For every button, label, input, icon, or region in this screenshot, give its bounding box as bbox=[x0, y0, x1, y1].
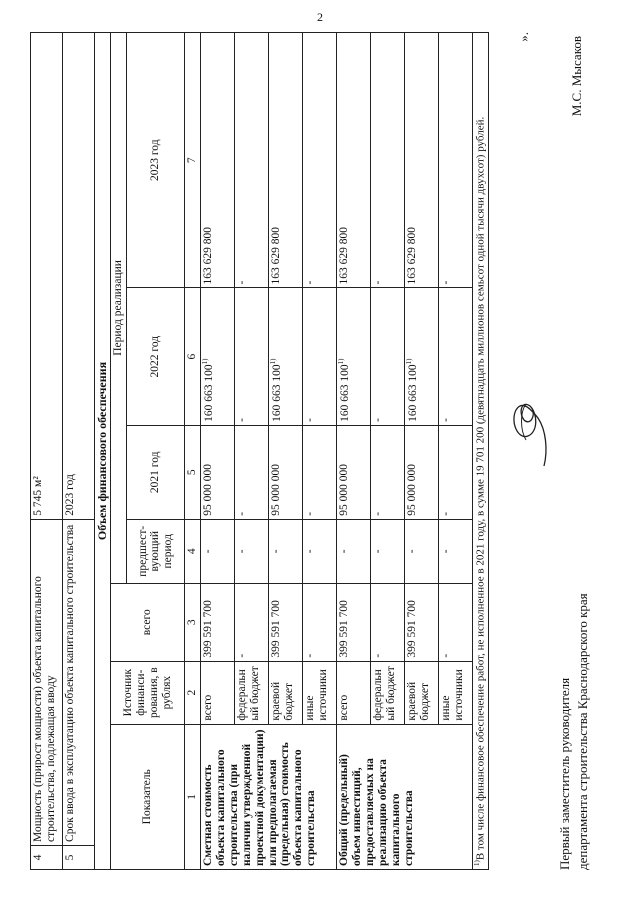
indicator-name: Общий (предельный) объем инвестиций, предоставляемых на реализацию объекта капитального строительства bbox=[337, 724, 473, 869]
value-2022 bbox=[405, 288, 439, 425]
previous-value: - bbox=[405, 519, 439, 583]
value-2022 bbox=[303, 288, 337, 425]
value-2023: 163 629 800 bbox=[337, 33, 371, 288]
total-value: - bbox=[371, 583, 405, 661]
value-2023: - bbox=[235, 33, 269, 288]
signature-block bbox=[553, 32, 605, 870]
data-row bbox=[201, 33, 235, 870]
info-row bbox=[31, 33, 63, 870]
signer-title-line1: Первый заместитель руководителя bbox=[557, 677, 572, 870]
column-number-row bbox=[185, 33, 201, 870]
column-number: 1 bbox=[185, 724, 201, 869]
row-number: 4 bbox=[31, 845, 63, 869]
value-2022-text: 160 663 100 bbox=[407, 364, 420, 422]
value-2022 bbox=[235, 288, 269, 425]
value-2022-text: - bbox=[236, 417, 249, 422]
value-2022 bbox=[439, 288, 473, 425]
header-row-1 bbox=[111, 33, 127, 870]
total-value: 399 591 700 bbox=[337, 583, 371, 661]
previous-value: - bbox=[371, 519, 405, 583]
source-name: федеральный бюджет bbox=[371, 661, 405, 724]
previous-value: - bbox=[235, 519, 269, 583]
total-value: - bbox=[235, 583, 269, 661]
section-title: Объем финансового обеспечения bbox=[95, 33, 111, 870]
source-name: иные источники bbox=[439, 661, 473, 724]
column-number: 2 bbox=[185, 661, 201, 724]
value-2021: 95 000 000 bbox=[405, 425, 439, 519]
total-value: 399 591 700 bbox=[269, 583, 303, 661]
total-value: - bbox=[303, 583, 337, 661]
handwritten-signature bbox=[508, 390, 554, 470]
previous-value: - bbox=[439, 519, 473, 583]
page-number: 2 bbox=[317, 10, 323, 24]
source-name: краевой бюджет bbox=[405, 661, 439, 724]
footnote-ref: 1) bbox=[269, 358, 278, 365]
value-2022-text: - bbox=[304, 417, 317, 422]
info-row bbox=[63, 33, 95, 870]
footnote-ref: 1) bbox=[201, 358, 210, 365]
value-2022-text: - bbox=[372, 417, 385, 422]
value-2023: - bbox=[439, 33, 473, 288]
footnote-row bbox=[473, 33, 489, 870]
header-2022: 2022 год bbox=[127, 288, 185, 425]
closing-quote-mark: ». bbox=[516, 32, 531, 42]
column-number: 7 bbox=[185, 33, 201, 288]
investment-table bbox=[30, 32, 489, 870]
footnote bbox=[473, 33, 489, 870]
source-name: всего bbox=[201, 661, 235, 724]
header-total: всего bbox=[111, 583, 185, 661]
total-value: 399 591 700 bbox=[405, 583, 439, 661]
value-2023: - bbox=[303, 33, 337, 288]
value-2022 bbox=[337, 288, 371, 425]
header-2021: 2021 год bbox=[127, 425, 185, 519]
section-title-row bbox=[95, 33, 111, 870]
previous-value: - bbox=[269, 519, 303, 583]
previous-value: - bbox=[337, 519, 371, 583]
row-label: Срок ввода в эксплуатацию объекта капитального строительства bbox=[63, 519, 95, 845]
value-2023: - bbox=[371, 33, 405, 288]
signer-title-line2: департамента строительства Краснодарского края bbox=[575, 593, 590, 870]
footnote-mark: 1) bbox=[473, 860, 482, 866]
rotated-page-content bbox=[30, 32, 605, 870]
value-2021: - bbox=[235, 425, 269, 519]
footnote-text: В том числе финансовое обеспечение работ, не исполненное в 2021 году, в сумме 19 701 200 (девятнадцать миллионов семьсот одной тысячи двухсот) рублей. bbox=[474, 116, 487, 861]
table-wrapper bbox=[30, 32, 489, 870]
column-number: 4 bbox=[185, 519, 201, 583]
value-2022 bbox=[371, 288, 405, 425]
header-source: Источник финанси-рования, в рублях bbox=[111, 661, 185, 724]
row-number: 5 bbox=[63, 845, 95, 869]
value-2021: 95 000 000 bbox=[337, 425, 371, 519]
signer-name: М.С. Мысаков bbox=[569, 36, 584, 117]
column-number: 5 bbox=[185, 425, 201, 519]
source-name: федеральный бюджет bbox=[235, 661, 269, 724]
source-name: краевой бюджет bbox=[269, 661, 303, 724]
value-2023: 163 629 800 bbox=[201, 33, 235, 288]
column-number: 3 bbox=[185, 583, 201, 661]
row-value: 5 745 м² bbox=[31, 33, 63, 520]
source-name: иные источники bbox=[303, 661, 337, 724]
total-value: - bbox=[439, 583, 473, 661]
value-2021: 95 000 000 bbox=[201, 425, 235, 519]
source-name: всего bbox=[337, 661, 371, 724]
value-2023: 163 629 800 bbox=[269, 33, 303, 288]
value-2021: - bbox=[371, 425, 405, 519]
header-previous: предшест-вующий период bbox=[127, 519, 185, 583]
column-number: 6 bbox=[185, 288, 201, 425]
value-2022-text: - bbox=[440, 417, 453, 422]
footnote-ref: 1) bbox=[337, 358, 346, 365]
previous-value: - bbox=[303, 519, 337, 583]
indicator-name: Сметная стоимость объекта капитального строительства (при наличии утвержденной проектной документации) или предполагаемая (предельная) стоимость объекта капитального строительства bbox=[201, 724, 337, 869]
value-2021: - bbox=[439, 425, 473, 519]
value-2022-text: 160 663 100 bbox=[203, 364, 216, 422]
value-2022-text: 160 663 100 bbox=[339, 364, 352, 422]
header-period: Период реализации bbox=[111, 33, 127, 584]
header-2023: 2023 год bbox=[127, 33, 185, 288]
value-2023: 163 629 800 bbox=[405, 33, 439, 288]
row-value: 2023 год bbox=[63, 33, 95, 520]
value-2021: - bbox=[303, 425, 337, 519]
row-label: Мощность (прирост мощности) объекта капитального строительства, подлежащая вводу bbox=[31, 519, 63, 845]
data-row bbox=[337, 33, 371, 870]
header-indicator: Показатель bbox=[111, 724, 185, 869]
previous-value: - bbox=[201, 519, 235, 583]
value-2021: 95 000 000 bbox=[269, 425, 303, 519]
value-2022-text: 160 663 100 bbox=[271, 364, 284, 422]
total-value: 399 591 700 bbox=[201, 583, 235, 661]
value-2022 bbox=[201, 288, 235, 425]
value-2022 bbox=[269, 288, 303, 425]
footnote-ref: 1) bbox=[405, 358, 414, 365]
